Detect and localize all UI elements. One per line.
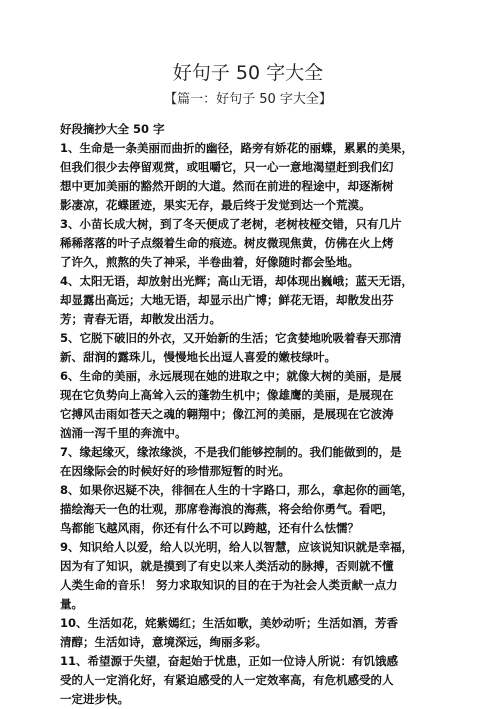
paragraph-line: 了许久，煎熬的失了神采，半卷曲着，好像随时都会坠地。 <box>60 255 359 269</box>
paragraph-list <box>60 139 440 709</box>
paragraph-line: 7、缘起缘灭，缘浓缘淡，不是我们能够控制的。我们能做到的，是 <box>60 445 402 459</box>
paragraph-line: 想中更加美丽的豁然开朗的大道。然而在前进的程途中，却逐渐树 <box>60 179 394 193</box>
paragraph-line: 影凄凉，花蝶匿迹，果实无存，最后终于发觉到达一个荒漠。 <box>60 198 371 212</box>
paragraph-line: 3、小苗长成大树，到了冬天便成了老树，老树枝桠交错，只有几片 <box>60 217 402 231</box>
paragraph <box>60 481 440 538</box>
paragraph-line: 5、它脱下破旧的外衣，又开始新的生活；它贪婪地吮吸着春天那清 <box>60 331 402 345</box>
paragraph-line: 1、生命是一条美丽而曲折的幽径，路旁有娇花的丽蝶，累累的美果， <box>60 141 413 155</box>
paragraph-line: 稀稀落落的叶子点缀着生命的痕迹。树皮微现焦黄，仿佛在火上烤 <box>60 236 394 250</box>
paragraph-line: 一定进步快。 <box>60 692 129 706</box>
document-title: 好句子 50 字大全 <box>172 62 324 84</box>
paragraph <box>60 139 440 215</box>
paragraph-line: 10、生活如花，姹紫嫣红；生活如歌，美妙动听；生活如酒，芳香 <box>60 616 398 630</box>
paragraph <box>60 215 440 272</box>
paragraph-line: 因为有了知识，就是摸到了有史以来人类活动的脉搏，否则就不懂 <box>60 559 394 573</box>
paragraph-line: 芳；青春无语，却散发出活力。 <box>60 312 221 326</box>
paragraph-line: 它搏风击雨如苍天之魂的翱翔中；像江河的美丽，是展现在它波涛 <box>60 407 394 421</box>
section-heading: 好段摘抄大全 50 字 <box>60 122 165 136</box>
paragraph <box>60 272 440 329</box>
paragraph-line: 9、知识给人以爱，给人以光明，给人以智慧，应该说知识就是幸福， <box>60 540 413 554</box>
paragraph-line: 却显露出高远；大地无语，却显示出广博；鲜花无语，却散发出芬 <box>60 293 394 307</box>
paragraph <box>60 329 440 367</box>
paragraph <box>60 538 440 614</box>
paragraph-line: 现在它负势向上高耸入云的蓬勃生机中；像雄鹰的美丽，是展现在 <box>60 388 394 402</box>
paragraph-line: 新、甜润的露珠儿，慢慢地长出逗人喜爱的嫩枝绿叶。 <box>60 350 336 364</box>
paragraph-line: 但我们很少去停留观赏，或咀嚼它，只一心一意地渴望赶到我们幻 <box>60 160 394 174</box>
paragraph <box>60 614 440 652</box>
paragraph-line: 汹涌一泻千里的奔流中。 <box>60 426 187 440</box>
paragraph-line: 鸟都能飞越风雨，你还有什么不可以跨越，还有什么怯懦？ <box>60 521 359 535</box>
paragraph-line: 量。 <box>60 597 83 611</box>
paragraph-line: 描绘海天一色的壮观，那席卷海浪的海燕，将会给你勇气。看吧， <box>60 502 394 516</box>
document-body <box>60 120 440 709</box>
paragraph-line: 受的人一定消化好，有紧迫感受的人一定效率高，有危机感受的人 <box>60 673 394 687</box>
paragraph <box>60 443 440 481</box>
paragraph-line: 4、太阳无语，却放射出光辉；高山无语，却体现出巍峨；蓝天无语， <box>60 274 413 288</box>
paragraph <box>60 367 440 443</box>
paragraph <box>60 652 440 709</box>
paragraph-line: 在因缘际会的时候好好的珍惜那短暂的时光。 <box>60 464 290 478</box>
paragraph-line: 11、希望源于失望，奋起始于忧患，正如一位诗人所说：有饥饿感 <box>60 654 398 668</box>
paragraph-line: 8、如果你迟疑不决，徘徊在人生的十字路口，那么，拿起你的画笔， <box>60 483 413 497</box>
document-subtitle: 【篇一：好句子 50 字大全】 <box>164 92 332 107</box>
paragraph-line: 人类生命的音乐！ 努力求取知识的目的在于为社会人类贡献一点力 <box>60 578 398 592</box>
paragraph-line: 6、生命的美丽，永远展现在她的进取之中；就像大树的美丽，是展 <box>60 369 402 383</box>
paragraph-line: 清醇；生活如诗，意境深远，绚丽多彩。 <box>60 635 267 649</box>
